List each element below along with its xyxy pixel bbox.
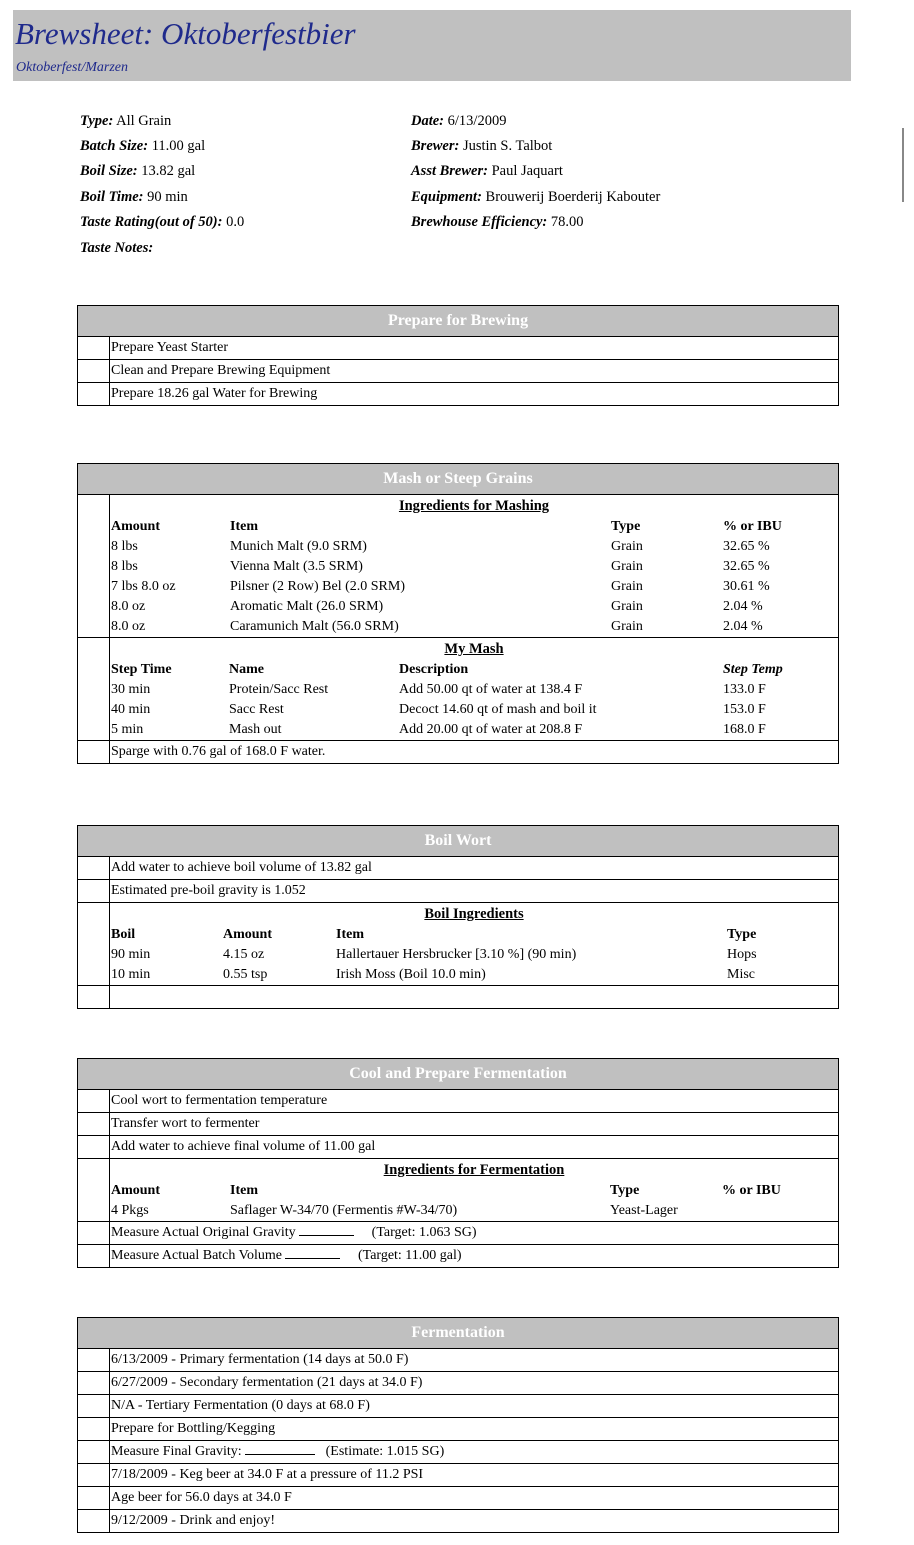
meta-batch-size: Batch Size: 11.00 gal — [80, 138, 206, 154]
boil-ingredients-table — [110, 925, 757, 985]
meta-asst-brewer: Asst Brewer: Paul Jaquart — [411, 163, 563, 179]
checkbox[interactable] — [78, 1090, 110, 1112]
meta-date: Date: 6/13/2009 — [411, 113, 507, 129]
step-row: Measure Actual Batch Volume (Target: 11.00 gal) — [78, 1245, 838, 1267]
col-item: Item — [230, 519, 258, 534]
table-row: 30 min Protein/Sacc Rest Add 50.00 qt of water at 138.4 F 133.0 F — [111, 682, 766, 697]
step-row: Prepare Yeast Starter — [78, 337, 838, 360]
step-row: Clean and Prepare Brewing Equipment — [78, 360, 838, 383]
meta-equipment: Equipment: Brouwerij Boerderij Kabouter — [411, 189, 661, 205]
fermentation-ingredients-row — [78, 1159, 838, 1222]
meta-type: Type: All Grain — [80, 113, 172, 129]
checkbox[interactable] — [78, 1136, 110, 1158]
step-row: 6/27/2009 - Secondary fermentation (21 days at 34.0 F) — [78, 1372, 838, 1395]
step-row: Sparge with 0.76 gal of 168.0 F water. — [78, 741, 838, 763]
section-mash — [77, 463, 839, 764]
col-percent: % or IBU — [723, 519, 782, 534]
checkbox[interactable] — [78, 1113, 110, 1135]
checkbox[interactable] — [78, 857, 110, 879]
checkbox[interactable] — [78, 1418, 110, 1440]
col-type: Type — [611, 519, 641, 534]
meta-taste-rating: Taste Rating(out of 50): 0.0 — [80, 214, 245, 230]
checkbox[interactable] — [78, 1510, 110, 1532]
checkbox[interactable] — [78, 1349, 110, 1371]
table-row: 10 min 0.55 tsp Irish Moss (Boil 10.0 min) Misc — [111, 967, 755, 982]
table-row: 8 lbs Munich Malt (9.0 SRM) Grain 32.65 % — [111, 539, 770, 554]
col-amount: Amount — [223, 927, 273, 942]
boil-ingredients-title: Boil Ingredients — [424, 906, 524, 922]
col-amount: Amount — [111, 1183, 161, 1198]
step-row: Prepare 18.26 gal Water for Brewing — [78, 383, 838, 405]
checkbox[interactable] — [78, 1372, 110, 1394]
og-blank[interactable] — [299, 1223, 354, 1236]
checkbox[interactable] — [78, 1395, 110, 1417]
table-row: 8 lbs Vienna Malt (3.5 SRM) Grain 32.65 % — [111, 559, 770, 574]
fermentation-ingredients-title: Ingredients for Fermentation — [383, 1162, 565, 1178]
table-row: 8.0 oz Caramunich Malt (56.0 SRM) Grain 2.04 % — [111, 619, 763, 634]
section-title: Mash or Steep Grains — [78, 464, 838, 495]
scrollbar-edge — [902, 128, 904, 202]
step-row: 9/12/2009 - Drink and enjoy! — [78, 1510, 838, 1532]
table-row: 4 Pkgs Saflager W-34/70 (Fermentis #W-34/70) Yeast-Lager — [111, 1203, 678, 1218]
col-amount: Amount — [111, 519, 161, 534]
step-row: Estimated pre-boil gravity is 1.052 — [78, 880, 838, 903]
meta-brewer: Brewer: Justin S. Talbot — [411, 138, 553, 154]
col-name: Name — [229, 662, 264, 677]
beer-style: Oktoberfest/Marzen — [16, 60, 128, 75]
my-mash-title: My Mash — [444, 641, 504, 657]
checkbox[interactable] — [78, 638, 110, 740]
checkbox[interactable] — [78, 1464, 110, 1486]
section-title: Cool and Prepare Fermentation — [78, 1059, 838, 1090]
checkbox[interactable] — [78, 1487, 110, 1509]
section-prepare — [77, 305, 839, 406]
mash-ingredients-table — [110, 517, 782, 637]
checkbox[interactable] — [78, 337, 110, 359]
table-row: 40 min Sacc Rest Decoct 14.60 qt of mash and boil it 153.0 F — [111, 702, 766, 717]
col-description: Description — [399, 662, 469, 677]
section-title: Prepare for Brewing — [78, 306, 838, 337]
step-row: Add water to achieve final volume of 11.00 gal — [78, 1136, 838, 1159]
step-row: Transfer wort to fermenter — [78, 1113, 838, 1136]
step-row: Measure Final Gravity: (Estimate: 1.015 SG) — [78, 1441, 838, 1464]
checkbox[interactable] — [78, 495, 110, 637]
step-row: Add water to achieve boil volume of 13.82 gal — [78, 857, 838, 880]
table-row: 90 min 4.15 oz Hallertauer Hersbrucker [3.10 %] (90 min) Hops — [111, 947, 757, 962]
fermentation-ingredients-table — [110, 1181, 781, 1221]
volume-blank[interactable] — [285, 1246, 340, 1259]
table-row: 5 min Mash out Add 20.00 qt of water at 208.8 F 168.0 F — [111, 722, 766, 737]
col-boil: Boil — [111, 927, 136, 942]
section-boil — [77, 825, 839, 1009]
col-type: Type — [610, 1183, 640, 1198]
step-row: 6/13/2009 - Primary fermentation (14 days at 50.0 F) — [78, 1349, 838, 1372]
sheet-header — [13, 10, 851, 81]
section-fermentation — [77, 1317, 839, 1533]
step-row: Prepare for Bottling/Kegging — [78, 1418, 838, 1441]
boil-ingredients-row — [78, 903, 838, 986]
section-title: Fermentation — [78, 1318, 838, 1349]
step-row: N/A - Tertiary Fermentation (0 days at 68.0 F) — [78, 1395, 838, 1418]
col-item: Item — [230, 1183, 258, 1198]
col-step-temp: Step Temp — [723, 662, 783, 677]
checkbox[interactable] — [78, 986, 110, 1008]
ingredients-mashing-title: Ingredients for Mashing — [398, 498, 550, 514]
checkbox[interactable] — [78, 1245, 110, 1267]
col-step-time: Step Time — [111, 662, 172, 677]
checkbox[interactable] — [78, 360, 110, 382]
checkbox[interactable] — [78, 1159, 110, 1221]
table-row: 8.0 oz Aromatic Malt (26.0 SRM) Grain 2.04 % — [111, 599, 763, 614]
step-row: Age beer for 56.0 days at 34.0 F — [78, 1487, 838, 1510]
checkbox[interactable] — [78, 741, 110, 763]
checkbox[interactable] — [78, 383, 110, 405]
mash-steps-table — [110, 660, 783, 740]
col-percent: % or IBU — [722, 1183, 781, 1198]
table-row: 7 lbs 8.0 oz Pilsner (2 Row) Bel (2.0 SRM) Grain 30.61 % — [111, 579, 770, 594]
step-row: 7/18/2009 - Keg beer at 34.0 F at a pressure of 11.2 PSI — [78, 1464, 838, 1487]
fg-blank[interactable] — [245, 1442, 315, 1455]
section-title: Boil Wort — [78, 826, 838, 857]
mash-steps-row — [78, 638, 838, 741]
checkbox[interactable] — [78, 880, 110, 902]
col-item: Item — [336, 927, 364, 942]
page-title: Brewsheet: Oktoberfestbier — [15, 16, 356, 51]
meta-boil-size: Boil Size: 13.82 gal — [80, 163, 196, 179]
step-row: Cool wort to fermentation temperature — [78, 1090, 838, 1113]
checkbox[interactable] — [78, 1441, 110, 1463]
meta-boil-time: Boil Time: 90 min — [80, 189, 188, 205]
checkbox[interactable] — [78, 1222, 110, 1244]
col-type: Type — [727, 927, 757, 942]
checkbox[interactable] — [78, 903, 110, 985]
meta-efficiency: Brewhouse Efficiency: 78.00 — [411, 214, 584, 230]
step-row: Measure Actual Original Gravity (Target: 1.063 SG) — [78, 1222, 838, 1245]
meta-taste-notes: Taste Notes: — [80, 240, 154, 256]
section-cool — [77, 1058, 839, 1268]
mash-ingredients-row — [78, 495, 838, 638]
empty-step-row — [78, 986, 838, 1008]
